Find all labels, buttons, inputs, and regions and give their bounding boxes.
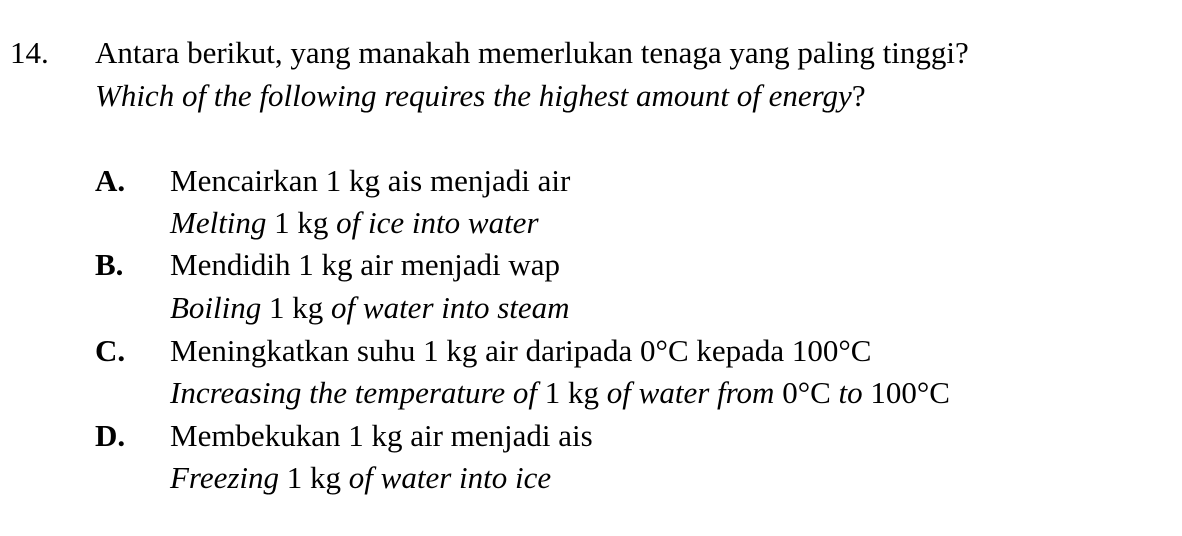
option-b-en-part: of water into steam: [331, 290, 570, 325]
option-d-text-english: [170, 462, 551, 493]
option-a-en-part: 1 kg: [266, 205, 337, 240]
question-text-english: [95, 80, 866, 111]
option-c-letter: C.: [95, 333, 126, 368]
option-c-en-part: 1 kg: [537, 375, 607, 410]
option-b-letter: B.: [95, 247, 124, 282]
question-number: 14.: [10, 35, 49, 70]
option-c-en-part: 0°C: [774, 375, 839, 410]
option-a-text-english: [170, 207, 539, 238]
option-a-letter: A.: [95, 163, 126, 198]
option-b-en-part: Boiling: [170, 290, 262, 325]
question-mark: ?: [851, 78, 866, 113]
option-d-text-malay: Membekukan 1 kg air menjadi ais: [170, 418, 593, 453]
option-c-en-part: of water from: [606, 375, 775, 410]
option-c-text-malay: Meningkatkan suhu 1 kg air daripada 0°C kepada 100°C: [170, 333, 872, 368]
option-b-en-part: 1 kg: [261, 290, 332, 325]
option-a-en-part: of ice into water: [336, 205, 539, 240]
option-a-en-part: Melting: [170, 205, 267, 240]
option-a-text-malay: Mencairkan 1 kg ais menjadi air: [170, 163, 571, 198]
question-text-english-body: Which of the following requires the highest amount of energy: [95, 78, 852, 113]
question-text-malay: Antara berikut, yang manakah memerlukan tenaga yang paling tinggi?: [95, 35, 969, 70]
option-c-en-part: Increasing the temperature of: [170, 375, 538, 410]
option-d-en-part: of water into ice: [348, 460, 552, 495]
option-b-text-english: [170, 292, 570, 323]
option-c-en-part: 100°C: [862, 375, 950, 410]
option-c-text-english: [170, 377, 950, 408]
option-b-text-malay: Mendidih 1 kg air menjadi wap: [170, 247, 560, 282]
option-d-en-part: 1 kg: [279, 460, 349, 495]
option-d-letter: D.: [95, 418, 126, 453]
option-c-en-part: to: [838, 375, 863, 410]
option-d-en-part: Freezing: [170, 460, 280, 495]
